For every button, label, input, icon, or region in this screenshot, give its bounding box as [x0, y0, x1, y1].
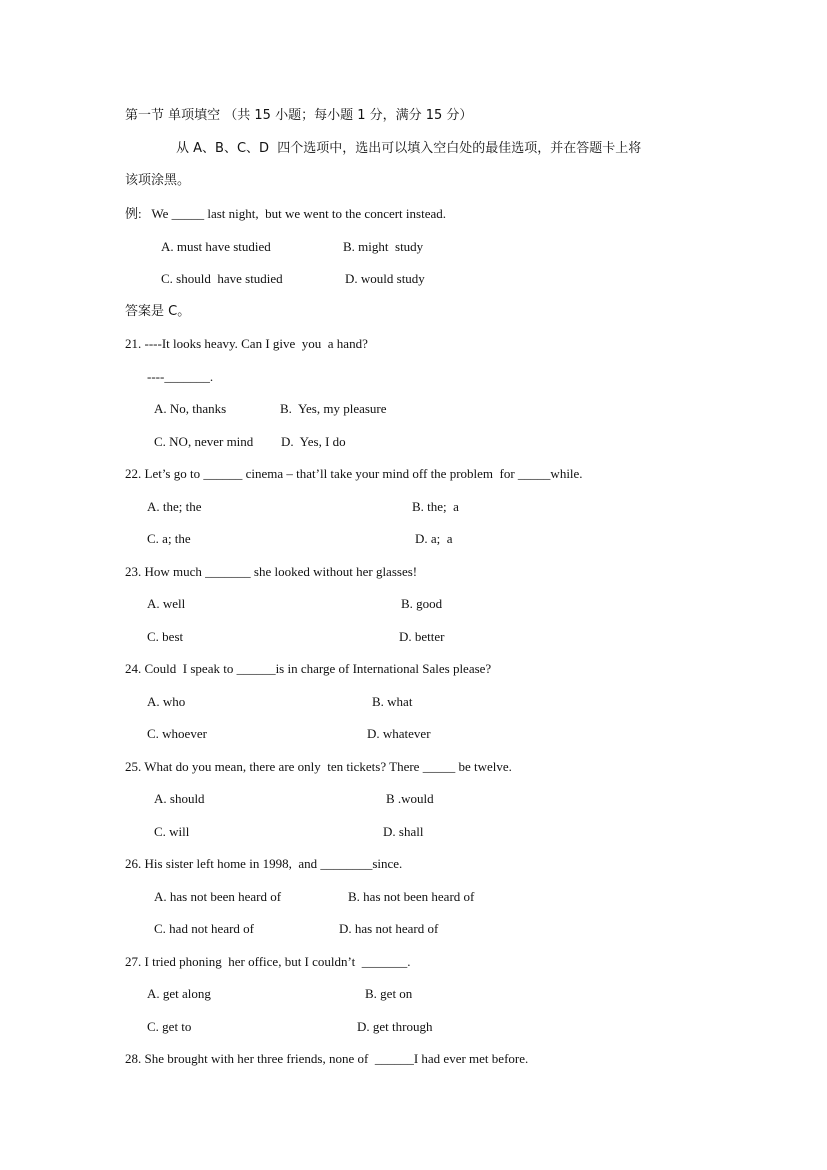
q23-option-a: A. well	[147, 596, 186, 611]
q22-option-b: B. the; a	[412, 499, 459, 514]
example-answer: 答案是 C。	[125, 304, 191, 319]
q24-option-d: D. whatever	[367, 726, 431, 741]
example-option-a: A. must have studied	[161, 239, 271, 254]
q27-option-d: D. get through	[357, 1019, 433, 1034]
q21-option-b: B. Yes, my pleasure	[280, 401, 387, 416]
example-option-d: D. would study	[345, 271, 425, 286]
q22-option-a: A. the; the	[147, 499, 202, 514]
q21-stem: 21. ----It looks heavy. Can I give you a hand?	[125, 336, 368, 351]
q25-option-d: D. shall	[383, 824, 424, 839]
q28-stem: 28. She brought with her three friends, none of ______I had ever met before.	[125, 1051, 529, 1066]
q25-stem: 25. What do you mean, there are only ten tickets? There _____ be twelve.	[125, 759, 512, 774]
instructions-line-2: 该项涂黑。	[125, 173, 191, 188]
q25-option-a: A. should	[154, 791, 205, 806]
q23-option-b: B. good	[401, 596, 443, 611]
q27-option-b: B. get on	[365, 986, 413, 1001]
q26-stem: 26. His sister left home in 1998, and ________since.	[125, 856, 403, 871]
q23-option-c: C. best	[147, 629, 184, 644]
q24-option-b: B. what	[372, 694, 413, 709]
q25-option-b: B .would	[386, 791, 434, 806]
q26-option-d: D. has not heard of	[339, 921, 439, 936]
q27-option-a: A. get along	[147, 986, 211, 1001]
q24-option-c: C. whoever	[147, 726, 207, 741]
example-question: 例: We _____ last night, but we went to the concert instead.	[125, 206, 446, 221]
q22-option-d: D. a; a	[415, 531, 453, 546]
q21-option-c: C. NO, never mind	[154, 434, 254, 449]
q25-option-c: C. will	[154, 824, 190, 839]
q26-option-a: A. has not been heard of	[154, 889, 282, 904]
q23-option-d: D. better	[399, 629, 445, 644]
example-option-b: B. might study	[343, 239, 424, 254]
q24-option-a: A. who	[147, 694, 186, 709]
example-option-c: C. should have studied	[161, 271, 283, 286]
q23-stem: 23. How much _______ she looked without her glasses!	[125, 564, 418, 579]
q22-option-c: C. a; the	[147, 531, 191, 546]
q26-option-c: C. had not heard of	[154, 921, 255, 936]
q27-stem: 27. I tried phoning her office, but I couldn’t _______.	[125, 954, 411, 969]
q22-stem: 22. Let’s go to ______ cinema – that’ll take your mind off the problem for _____while.	[125, 466, 583, 481]
section-header: 第一节 单项填空 （共 15 小题；每小题 1 分，满分 15 分）	[125, 108, 473, 123]
q26-option-b: B. has not been heard of	[348, 889, 475, 904]
q21-stem-2: ----_______.	[147, 369, 214, 384]
q24-stem: 24. Could I speak to ______is in charge of International Sales please?	[125, 661, 492, 676]
q21-option-a: A. No, thanks	[154, 401, 227, 416]
q27-option-c: C. get to	[147, 1019, 192, 1034]
q21-option-d: D. Yes, I do	[281, 434, 346, 449]
instructions-line-1: 从 A、B、C、D 四个选项中，选出可以填入空白处的最佳选项，并在答题卡上将	[176, 141, 642, 156]
